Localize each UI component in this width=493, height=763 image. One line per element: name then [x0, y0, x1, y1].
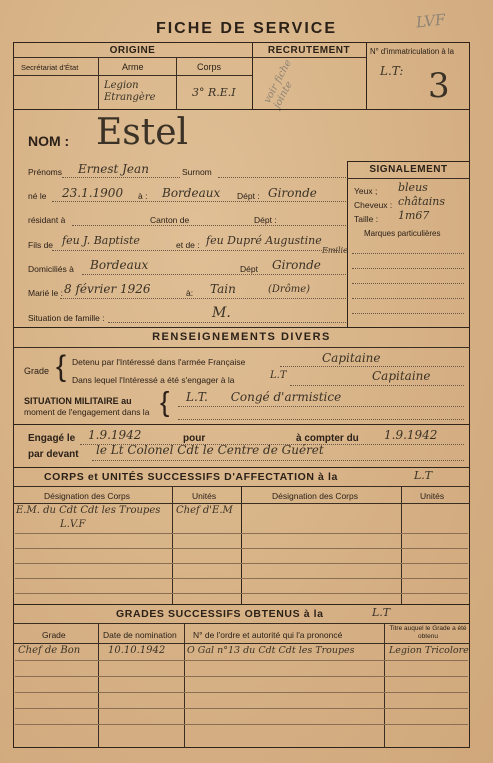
domicile-value: Bordeaux	[90, 258, 149, 272]
origine-arme-value: Legion Etrangère	[104, 80, 156, 103]
grades-row1-ordre: O Gal n°13 du Cdt Cdt les Troupes	[187, 645, 355, 656]
grade-brace: {	[56, 350, 67, 383]
marques-label: Marques particulières	[364, 229, 441, 238]
grades-row1-grade: Chef de Bon	[18, 645, 81, 656]
mother-name: feu Dupré Augustine	[206, 234, 322, 247]
marie-label: Marié le :	[28, 288, 63, 298]
corps-col-unites-1: Unités	[192, 491, 217, 501]
birth-dept: Gironde	[268, 186, 317, 200]
prenoms-label: Prénoms	[28, 167, 63, 177]
grades-col-date: Date de nomination	[103, 630, 177, 640]
corps-col-designation-1: Désignation des Corps	[44, 491, 130, 501]
grade-label: Grade	[24, 366, 50, 376]
nom-label: NOM :	[28, 133, 70, 149]
corps-row1-corps-2: L.V.F	[60, 519, 86, 530]
nom-value: Estel	[96, 112, 189, 153]
taille-value: 1m67	[398, 209, 430, 222]
origine-heading: ORIGINE	[109, 45, 156, 56]
mother-name-extra: Emilie	[322, 246, 348, 255]
engage-grade-label: Dans lequel l'Intéressé a été s'engager à la	[72, 375, 235, 385]
birth-a-label: à :	[138, 191, 148, 201]
corps-row1-unite: Chef d'E.M	[176, 505, 233, 516]
recrutement-heading: RECRUTEMENT	[267, 45, 351, 56]
grades-heading: GRADES SUCCESSIFS OBTENUS à la	[116, 608, 324, 620]
corps-unites-heading: CORPS et UNITÉS SUCCESSIFS D'AFFECTATION à la	[44, 471, 338, 483]
compter-label: à compter du	[296, 433, 359, 444]
document-title: FICHE DE SERVICE	[155, 20, 338, 37]
marriage-a-label: à:	[186, 288, 194, 298]
grades-row1-date: 10.10.1942	[108, 645, 166, 656]
father-name: feu J. Baptiste	[62, 234, 140, 247]
prenoms-value: Ernest Jean	[78, 162, 149, 176]
grades-col-titre: Titre auquel le Grade a été obtenu	[389, 625, 467, 640]
birth-dept-label: Dépt :	[237, 191, 260, 201]
residant-dept-label: Dépt :	[254, 215, 277, 225]
surnom-label: Surnom	[182, 167, 212, 177]
compter-date: 1.9.1942	[384, 428, 438, 442]
et-de-label: et de :	[176, 240, 200, 250]
situation-famille-value: M.	[212, 305, 231, 321]
origine-corps-value: 3° R.E.I	[192, 86, 236, 99]
situation-militaire-label: SITUATION MILITAIRE au	[24, 396, 132, 406]
situation-militaire-value: L.T. Congé d'armistice	[186, 390, 342, 404]
grades-col-ordre: N° de l'ordre et autorité qui l'a prononcé	[193, 630, 343, 640]
immatriculation-number: 3	[428, 66, 450, 106]
taille-label: Taille :	[354, 214, 379, 224]
origine-col-secretariat: Secrétariat d'État	[21, 63, 79, 72]
ne-label: né le	[28, 191, 47, 201]
situation-militaire-label-2: moment de l'engagement dans la	[24, 407, 150, 417]
grades-row1-titre: Legion Tricolore	[389, 645, 469, 656]
devant-value: le Lt Colonel Cdt le Centre de Guéret	[96, 443, 324, 457]
domicile-dept: Gironde	[272, 258, 321, 272]
yeux-value: bleus	[398, 181, 428, 194]
corps-col-unites-2: Unités	[420, 491, 445, 501]
recrutement-pencil-note: voir fiche jointe	[262, 58, 295, 111]
birth-date: 23.1.1900	[62, 186, 124, 200]
marriage-date: 8 février 1926	[64, 282, 151, 296]
yeux-label: Yeux ;	[354, 186, 378, 196]
origine-col-corps: Corps	[197, 62, 222, 72]
cheveux-label: Cheveux :	[354, 200, 393, 210]
corps-row1-corps: E.M. du Cdt Cdt les Troupes	[16, 505, 161, 516]
situation-famille-label: Situation de famille :	[28, 313, 105, 323]
signalement-heading: SIGNALEMENT	[369, 164, 448, 175]
situation-brace: {	[160, 386, 170, 417]
marriage-dept: (Drôme)	[268, 284, 311, 295]
pencil-reference: LVF	[415, 10, 447, 32]
cheveux-value: châtains	[398, 195, 446, 208]
corps-unites-heading-unit: L.T	[414, 469, 433, 482]
detenu-value: Capitaine	[322, 351, 381, 365]
domicilie-label: Domiciliés à	[28, 264, 74, 274]
immatriculation-label: N° d'immatriculation à la	[370, 47, 454, 56]
domicile-dept-label: Dépt	[240, 264, 258, 274]
engage-grade-unit: L.T	[270, 370, 287, 381]
marriage-place: Tain	[210, 282, 236, 296]
grades-heading-unit: L.T	[372, 606, 391, 619]
engage-date: 1.9.1942	[88, 428, 142, 442]
origine-col-arme: Arme	[122, 62, 144, 72]
devant-label: par devant	[28, 449, 79, 460]
corps-col-designation-2: Désignation des Corps	[272, 491, 358, 501]
detenu-label: Detenu par l'Intéressé dans l'armée Française	[72, 357, 246, 367]
canton-label: Canton de	[150, 215, 190, 225]
immatriculation-unit: L.T:	[380, 64, 404, 78]
birth-place: Bordeaux	[162, 186, 221, 200]
residant-label: résidant à	[28, 215, 66, 225]
renseignements-heading: RENSEIGNEMENTS DIVERS	[152, 331, 331, 343]
engage-grade-value: Capitaine	[372, 369, 431, 383]
fils-label: Fils de	[28, 240, 54, 250]
engage-label: Engagé le	[28, 433, 76, 444]
grades-col-grade: Grade	[42, 630, 66, 640]
pour-label: pour	[183, 433, 206, 444]
